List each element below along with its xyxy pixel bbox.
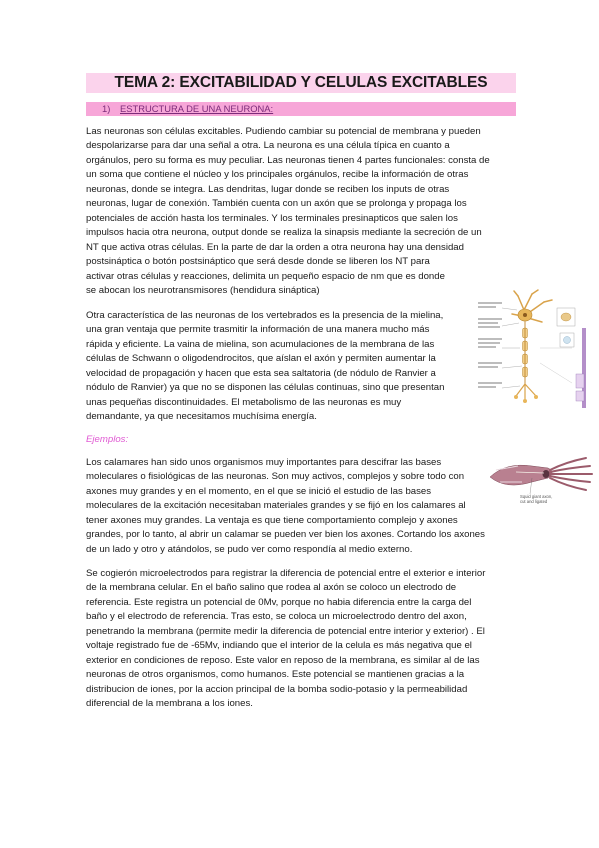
text-line: de un lado y otro y atándolos, se pudo ver como respondía al medio externo. [86,543,413,555]
text-line: neuronas, donde se integra. Las dendritas, lugar donde se reciben los inputs de otras [86,183,450,195]
text-line: neuronas, lugar de conexión. También cuenta con un axón que se prolonga y propaga los [86,198,467,210]
text-line: unas pequeñas discontinuidades. El metabolismo de las neuronas es muy [86,396,402,408]
text-line: tener axones muy grandes. La ventaja es que tiene comportamiento complejo y axones [86,514,458,526]
squid-photo-figure [486,452,596,514]
section-number: 1) [102,103,111,114]
text-line: potenciales de acción hasta los terminales. Y los terminales presinapticos que salen los [86,212,458,224]
text-line: de la membrana celular. En el baño salino que rodea al axón se coloco un electrodo de [86,582,457,594]
section-heading [86,102,516,116]
text-line: impulsos hacia otra neurona, output donde se realiza la sinapsis mediante la secreción de un [86,227,482,239]
text-line: moleculares de la excitación necesitaban materiales grandes y se fijó en los calamares al [86,500,466,512]
page-title: TEMA 2: EXCITABILIDAD Y CELULAS EXCITABLES [86,73,516,93]
paragraph-neuron-structure [86,125,490,298]
section-label: ESTRUCTURA DE UNA NEURONA: [120,103,274,114]
text-line: Se cogierón microelectrodos para registrar la diferencia de potencial entre el exterior e interior [86,568,486,579]
text-line: exterior en condiciones de reposo. Este valor en reposo de la membrana, es similar al de las [86,654,480,666]
text-line: células de Schwann o oligodendrocitos, que aíslan el axón y permiten aumentar la [86,353,436,365]
text-line: Los calamares han sido unos organismos muy importantes para descifrar las bases [86,457,442,468]
text-line: despolarizarse para dar una señal a otra. La neurona es una célula típica en cuanto a [86,140,450,152]
squid-caption-line-1: Squid giant axon, [520,494,553,499]
text-line: diferencial de la membrana a los iones. [86,698,253,710]
paragraph-microelectrodes [86,567,485,712]
text-line: postsináptica o botón postsináptico que será desde donde se liberen los NT para [86,256,430,268]
squid-caption-line-2: cut and ligated [520,499,548,504]
text-line: grandes, por lo tanto, al abrir un calamar se pueden ver bien los axones. Cortando los axones [86,529,485,541]
text-line: Otra característica de las neuronas de los vertebrados es la presencia de la mielina, [86,310,444,321]
text-line: distribucion de iones, por la accion principal de la bomba sodio-potasio y la permeabilidad [86,683,468,695]
text-line: NT que activa otras células. En la parte de dar la orden a otra neurona hay una densidad [86,241,464,253]
text-line: un soma que contiene el núcleo y los principales orgánulos, recibe la información de otras [86,169,469,181]
text-line: se abocan los neurotransmisores (hendidura sináptica) [86,284,320,296]
paragraph-squid [86,456,485,557]
neuron-diagram-figure [472,288,598,414]
text-line: referencia. Este registra un potencial de 0Mv, porque no habia diferencia entre la carga del [86,596,472,608]
text-line: una gran ventaja que permite trasmitir la información de una manera mucho más [86,324,430,336]
text-line: orgánulos, pero su forma es muy peculiar. Las neuronas tienen 4 partes funcionales: consta de [86,154,490,166]
text-line: moleculares o fisiológicas de las neuronas. Son muy activos, complejos y sobre todo con [86,471,465,483]
examples-label: Ejemplos: [86,434,129,445]
text-line: baño y el electrodo de referencia. Tras esto, se coloca un microelectrodo dentro del axon, [86,611,467,623]
text-line: rápida y eficiente. La vaina de mielina, son acumulaciones de la membrana de las [86,338,435,350]
text-line: neuronas de otros organismos, como humanos. Este potencial se mantienen gracias a la [86,669,465,681]
text-line: velocidad de propagación y hacen que esta sea saltatoria (de nódulo de Ranvier a [86,367,436,379]
text-line: Las neuronas son células excitables. Pudiendo cambiar su potencial de membrana y pueden [86,126,481,137]
text-line: demandante, ya que necesitamos muchísima energía. [86,411,317,423]
text-line: nódulo de Ranvier) ya que no se disponen las células continuas, sino que presentan [86,382,445,394]
text-line: axones muy grandes y en el momento, en el que se inició el estudio de las bases [86,485,432,497]
text-line: activar otras células y reacciones, delimita un pequeño espacio de nm que es donde [86,270,445,282]
paragraph-myelin [86,309,444,425]
text-line: penetrando la membrana (permite medir la diferencia de potencial entre interior y exterior) . El [86,625,485,637]
text-line: voltaje registrado fue de -65Mv, indiando que el interior de la celula es más negativa que el [86,640,472,652]
